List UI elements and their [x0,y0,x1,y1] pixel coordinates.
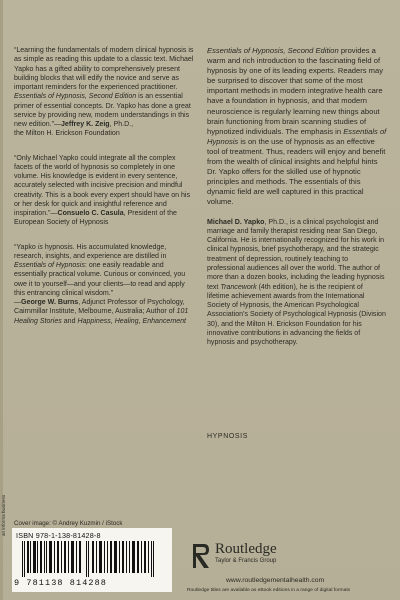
book-title: Essentials of Hypnosis [207,126,387,146]
quote-text: and [61,317,78,325]
quote-text: is an essential primer of essential concepts. Dr. Yapko has done a great service by providing new, modern understandings in this new edition.”— [14,93,191,128]
informa-tagline: an informa business [1,494,6,536]
quote-text: hypnosis. His accumulated knowledge, research, insights, and experience are distilled in [14,243,167,260]
endorsement-zeig [14,46,196,139]
description-column [207,46,387,356]
isbn-label: ISBN 978-1-138-81428-8 [16,531,101,540]
publisher-name: Routledge [215,541,277,557]
publisher-brand [215,542,277,564]
quote-text: “Yapko [14,243,38,251]
quote-affiliation: the Milton H. Erickson Foundation [14,130,120,138]
publisher-url: www.routledgementalhealth.com [226,577,325,584]
quote-text: “Only Michael Yapko could integrate all the complex facets of the world of hypnosis so completely in one volume. His knowledge is evident in every sentence, accurately selected with incisive precision and mindful creativity. This is a book every expert should have on his or her desk for quick and insightful reference and inspiration.”— [14,154,190,217]
quote-text: : one easily readable and essentially practical volume. Curious or convinced, you owe it to yourself—and your clients—to read and apply this entrancing clinical wisdom.” [14,262,186,297]
author-book-title: 101 Healing Stories [14,308,189,325]
description-text: is on the use of hypnosis as an effective tool of treatment. Thus, readers will enjoy and benefit from the wealth of clinical insights and helpful hints Dr. Yapko offers for the skilled use of hypnotic principles and methods. The essentials of this dynamic field are well captured in this practical volume. [207,136,386,207]
cover-credit: Cover image: © Andrey Kuzmin / iStock [14,520,123,527]
endorsements-column [14,46,196,333]
bio-text: , Ph.D., is a clinical psychologist and marriage and family therapist residing near San Diego, California. He is internationally recognized for his work in clinical hypnosis, brief psychotherapy, and the strategic treatment of depression, routinely teaching to professional audiences all over the world. The author of more than a dozen books, including the leading hypnosis text [207,218,385,291]
author-book-title: Happiness, Healing, Enhancement [77,317,186,325]
endorsement-burns [14,243,196,326]
barcode-panel [12,528,172,592]
author-bio [207,218,387,348]
book-title: Essentials of Hypnosis, Second Edition [207,46,339,55]
quote-affiliation: , Ph.D., [109,121,134,128]
publisher-group: Taylor & Francis Group [215,558,277,564]
endorsement-casula [14,154,196,228]
quote-book-title: Essentials of Hypnosis, Second Edition [14,93,137,101]
quote-author: Jeffrey K. Zeig [61,121,110,128]
subject-category: HYPNOSIS [207,433,248,440]
quote-dash: — [14,299,22,306]
author-book-title: Trancework [220,283,257,291]
book-description [207,46,387,208]
quote-text: “Learning the fundamentals of modern clinical hypnosis is as simple as reading this update to a classic text. Michael Yapko has a gifted ability to comprehensively present building blocks that will edify the novice and serve as important reminders for the experienced practitioner. [14,47,194,91]
description-text: provides a warm and rich introduction to the fascinating field of hypnosis by one of its leading experts. Readers may be surprised to discover that some of the most important methods in modern integrative health care have a foundation in hypnosis, and that modern neuroscience is regularly learning new things about brain functioning from brain scanning studies of hypnotized individuals. The emphasis in [207,46,384,136]
quote-book-title: Essentials of Hypnosis [14,262,85,269]
quote-affiliation: , Adjunct Professor of Psychology, Cairnmillar Institute, Melbourne, Australia; Author of [14,299,185,316]
barcode-number: 9 781138 814288 [14,578,108,588]
quote-emphasis: is [37,243,43,251]
quote-author: George W. Burns [21,299,79,306]
barcode-bars [16,541,166,577]
bio-text: (4th edition), he is the recipient of lifetime achievement awards from the International Society of Hypnosis, the American Psychological Association’s Society of Psychological Hypnosis (Division 30), and the Milton H. Erickson Foundation for his innovative contributions in advancing the fields of hypnosis and psychotherapy. [207,283,386,347]
quote-affiliation: , President of the European Society of Hypnosis [14,210,177,227]
routledge-logo-icon [191,542,211,570]
author-name: Michael D. Yapko [207,218,265,226]
quote-author: Consuelo C. Casula [57,210,124,217]
ebook-footnote: Routledge titles are available as eBook editions in a range of digital formats [187,588,351,593]
